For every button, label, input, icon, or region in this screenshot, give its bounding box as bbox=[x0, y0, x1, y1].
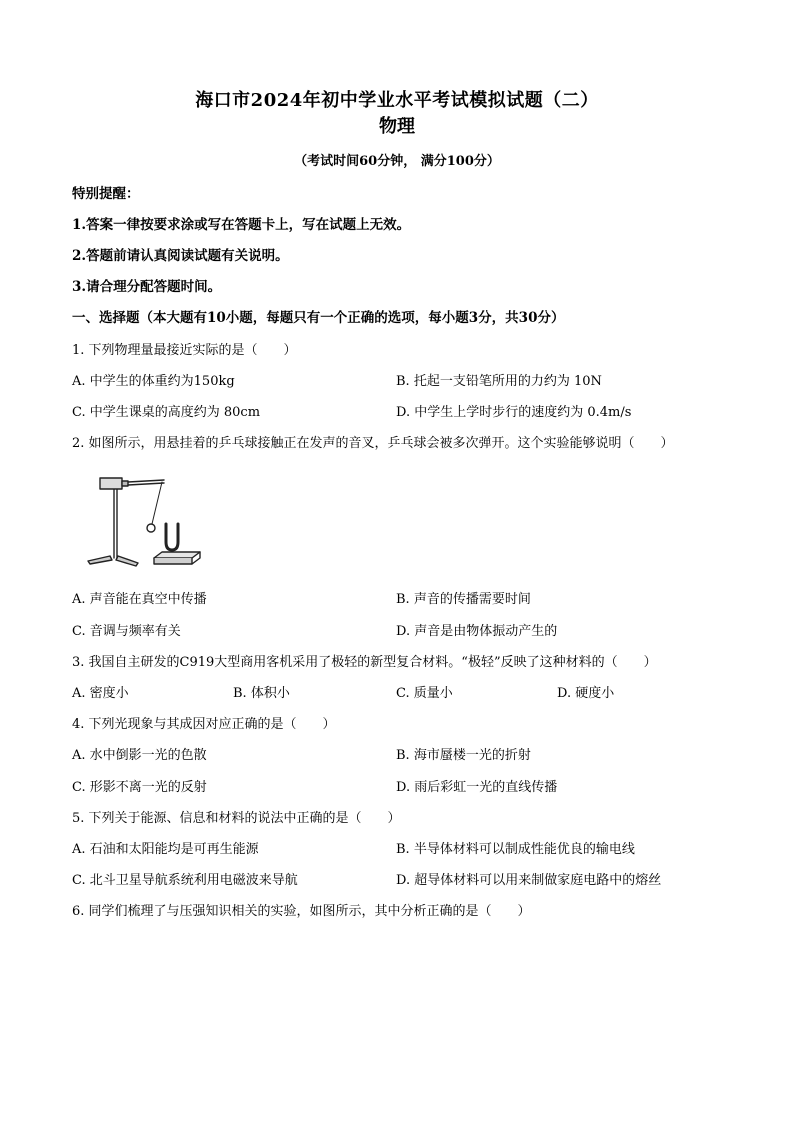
question-text: 4. 下列光现象与其成因对应正确的是（ ） bbox=[72, 717, 336, 732]
option-b: B. 声音的传播需要时间 bbox=[396, 592, 531, 607]
notice-heading: 特别提醒： bbox=[72, 186, 140, 202]
option-a: A. 密度小 bbox=[72, 686, 129, 701]
option-b: B. 托起一支铅笔所用的力约为 10N bbox=[396, 374, 602, 389]
option-b: B. 体积小 bbox=[233, 686, 290, 701]
option-d: D. 中学生上学时步行的速度约为 0.4m/s bbox=[396, 405, 632, 420]
option-a: A. 中学生的体重约为150kg bbox=[72, 374, 235, 389]
subject-title: 物理 bbox=[379, 116, 415, 137]
question-text: 3. 我国自主研发的C919大型商用客机采用了极轻的新型复合材料。“极轻”反映了这种材料的（ ） bbox=[72, 655, 657, 670]
question-text: 5. 下列关于能源、信息和材料的说法中正确的是（ ） bbox=[72, 811, 401, 826]
notice-item: 3.请合理分配答题时间。 bbox=[72, 279, 222, 295]
option-c: C. 音调与频率有关 bbox=[72, 624, 181, 639]
option-b: B. 半导体材料可以制成性能优良的输电线 bbox=[396, 842, 635, 857]
option-a: A. 声音能在真空中传播 bbox=[72, 592, 207, 607]
option-c: C. 中学生课桌的高度约为 80cm bbox=[72, 405, 261, 420]
notice-item: 1.答案一律按要求涂或写在答题卡上，写在试题上无效。 bbox=[72, 217, 411, 233]
option-d: D. 超导体材料可以用来制做家庭电路中的熔丝 bbox=[396, 873, 662, 888]
option-d: D. 雨后彩虹一光的直线传播 bbox=[396, 780, 558, 795]
tuning-fork-pendulum-figure bbox=[84, 470, 214, 570]
option-c: C. 形影不离一光的反射 bbox=[72, 780, 207, 795]
option-a: A. 水中倒影一光的色散 bbox=[72, 748, 207, 763]
exam-title: 海口市2024年初中学业水平考试模拟试题（二） bbox=[195, 90, 599, 111]
notice-item: 2.答题前请认真阅读试题有关说明。 bbox=[72, 248, 289, 264]
option-b: B. 海市蜃楼一光的折射 bbox=[396, 748, 531, 763]
option-a: A. 石油和太阳能均是可再生能源 bbox=[72, 842, 259, 857]
option-d: D. 硬度小 bbox=[557, 686, 615, 701]
exam-info: （考试时间60分钟， 满分100分） bbox=[294, 154, 500, 169]
question-text: 2. 如图所示，用悬挂着的乒乓球接触正在发声的音叉，乒乓球会被多次弹开。这个实验能够说明（ ） bbox=[72, 436, 674, 451]
option-d: D. 声音是由物体振动产生的 bbox=[396, 624, 558, 639]
question-text: 6. 同学们梳理了与压强知识相关的实验，如图所示，其中分析正确的是（ ） bbox=[72, 904, 531, 919]
question-text: 1. 下列物理量最接近实际的是（ ） bbox=[72, 343, 297, 358]
section-heading: 一、选择题（本大题有10小题，每题只有一个正确的选项，每小题3分，共30分） bbox=[72, 310, 565, 326]
option-c: C. 北斗卫星导航系统利用电磁波来导航 bbox=[72, 873, 298, 888]
option-c: C. 质量小 bbox=[396, 686, 453, 701]
